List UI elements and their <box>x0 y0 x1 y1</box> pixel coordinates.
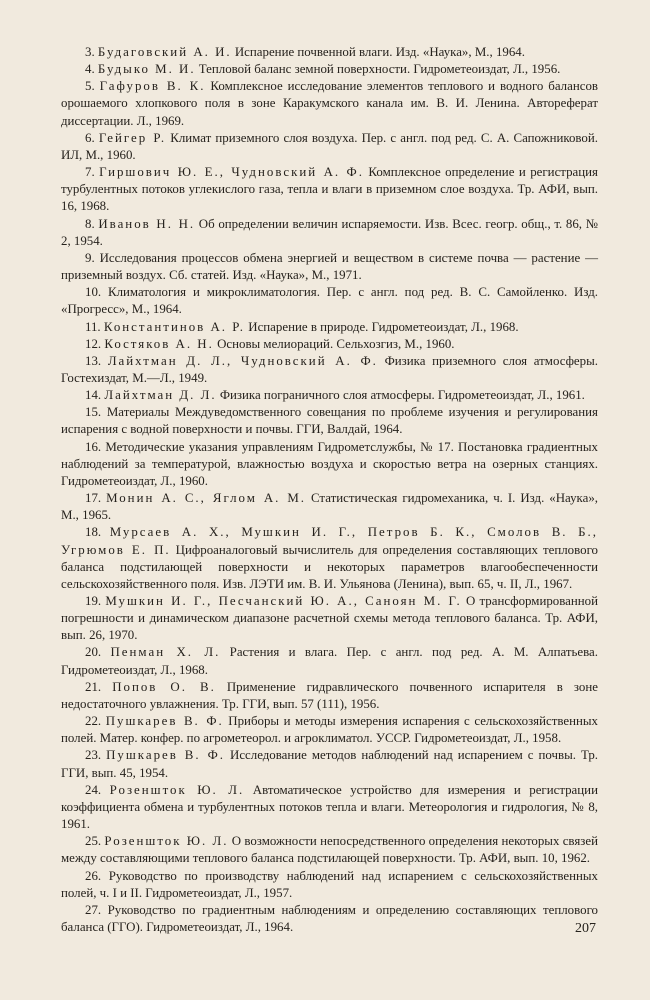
reference-entry <box>61 130 598 164</box>
reference-author: Иванов Н. Н. <box>98 216 196 231</box>
reference-entry <box>61 44 598 61</box>
reference-text: О трансформированной погрешности и динамическом диапазоне расчетной схемы метода теплового баланса. Тр. АФИ, вып. 26, 1970. <box>61 594 599 643</box>
reference-number: 17. <box>85 491 102 506</box>
reference-number: 26. <box>85 868 102 883</box>
reference-entry <box>61 250 598 284</box>
reference-number: 16. <box>85 439 102 454</box>
reference-text: Физика пограничного слоя атмосферы. Гидрометеоиздат, Л., 1961. <box>216 388 585 403</box>
reference-number: 10. <box>85 285 102 300</box>
reference-text: Комплексное определение и регистрация турбулентных потоков углекислого газа, тепла и влаги в приземном слое воздуха. Тр. АФИ, вып. 16, 1968. <box>61 165 598 214</box>
reference-entry <box>61 782 598 833</box>
reference-list <box>61 44 598 936</box>
reference-text: Автоматическое устройство для измерения и регистрации коэффициента обмена и турбулентных потоков тепла и влаги. Метеорология и гидрология, № 8, 1961. <box>61 782 598 832</box>
reference-entry <box>61 319 598 336</box>
reference-author: Будыко М. И. <box>97 62 196 77</box>
reference-entry <box>61 490 598 524</box>
reference-text: Материалы Междуведомственного совещания по проблеме изучения и регулирования испарения с водной поверхности и почвы. ГГИ, Валдай, 1964. <box>61 405 598 437</box>
reference-number: 13. <box>85 353 102 368</box>
reference-text: О возможности непосредственного определения некоторых связей между составляющими теплового баланса подстилающей поверхности. Тр. АФИ, вып. 10, 1962. <box>61 834 598 866</box>
reference-entry <box>61 747 598 781</box>
reference-author: Розеншток Ю. Л. <box>104 834 229 849</box>
reference-number: 5. <box>85 79 95 94</box>
reference-number: 3. <box>85 45 95 59</box>
reference-author: Костяков А. Н. <box>104 336 214 351</box>
reference-entry <box>61 833 598 867</box>
reference-entry <box>61 713 598 747</box>
reference-text: Руководство по производству наблюдений над испарением с сельскохозяйственных полей, ч. I и II. Гидрометеоиздат, Л., 1957. <box>61 868 598 900</box>
reference-entry <box>61 902 598 936</box>
reference-number: 15. <box>85 405 102 420</box>
reference-number: 19. <box>85 594 102 608</box>
reference-text: Испарение почвенной влаги. Изд. «Наука», М., 1964. <box>231 45 525 59</box>
reference-author: Пушкарев В. Ф. <box>105 714 224 729</box>
reference-number: 14. <box>85 388 102 403</box>
reference-number: 12. <box>85 336 102 351</box>
reference-entry <box>61 387 598 404</box>
reference-entry <box>61 61 598 78</box>
reference-entry <box>61 524 598 593</box>
reference-entry <box>61 439 598 490</box>
reference-entry <box>61 353 598 387</box>
reference-author: Гафуров В. К. <box>99 79 206 94</box>
reference-text: Статистическая гидромеханика, ч. I. Изд. «Наука», М., 1965. <box>61 491 598 523</box>
reference-author: Лайхтман Д. Л., Чудновский А. Ф. <box>107 353 378 368</box>
reference-text: Исследование методов наблюдений над испарением с почвы. Тр. ГГИ, вып. 45, 1954. <box>61 748 598 780</box>
reference-author: Монин А. С., Яглом А. М. <box>106 491 307 506</box>
reference-author: Лайхтман Д. Л. <box>104 388 217 403</box>
reference-number: 23. <box>85 748 102 763</box>
reference-entry <box>61 868 598 902</box>
reference-text: Тепловой баланс земной поверхности. Гидрометеоиздат, Л., 1956. <box>195 62 561 77</box>
reference-number: 7. <box>85 165 95 180</box>
reference-text: Методические указания управлениям Гидрометслужбы, № 17. Постановка градиентных наблюдений за температурой, влажностью воздуха и скоростью ветра на озерных станциях. Гидрометеоиздат, Л., 1960. <box>61 439 598 488</box>
reference-number: 4. <box>85 62 95 77</box>
reference-entry <box>61 336 598 353</box>
reference-entry <box>61 216 598 250</box>
reference-text: Физика приземного слоя атмосферы. Гостехиздат, М.—Л., 1949. <box>61 353 598 385</box>
reference-author: Гиршович Ю. Е., Чудновский А. Ф. <box>99 165 364 180</box>
reference-number: 27. <box>85 902 102 917</box>
reference-number: 9. <box>85 250 95 265</box>
reference-entry <box>61 644 598 678</box>
reference-text: Исследования процессов обмена энергией и веществом в системе почва — растение — приземный воздух. Сб. статей. Изд. «Наука», М., 1971. <box>61 250 598 283</box>
reference-author: Будаговский А. И. <box>97 45 232 59</box>
reference-entry <box>61 593 598 644</box>
reference-entry <box>61 679 598 713</box>
reference-number: 6. <box>85 130 95 145</box>
reference-number: 8. <box>85 216 95 231</box>
reference-author: Розеншток Ю. Л. <box>109 782 245 797</box>
reference-entry <box>61 284 598 318</box>
reference-text: Климат приземного слоя воздуха. Пер. с англ. под ред. С. А. Сапожниковой. ИЛ, М., 1960. <box>61 130 598 162</box>
reference-entry <box>61 164 598 215</box>
reference-text: Цифроаналоговый вычислитель для определения составляющих теплового баланса подстилающей поверхности и некоторых параметров влагообеспеченности сельскохозяйственного поля. Изв. ЛЭТИ им. В. И. Ульянова (Ленина), вып. 65, ч. II, Л., 1967. <box>61 542 598 591</box>
reference-number: 20. <box>85 645 102 660</box>
reference-entry <box>61 404 598 438</box>
reference-number: 18. <box>85 525 102 540</box>
reference-author: Пушкарев В. Ф. <box>106 748 226 763</box>
reference-text: Растения и влага. Пер. с англ. под ред. А. М. Алпатьева. Гидрометеоиздат, Л., 1968. <box>61 645 598 677</box>
reference-number: 25. <box>85 834 102 849</box>
reference-author: Мурсаев А. Х., Мушкин И. Г., Петров Б. К., Смолов В. Б., Угрюмов Е. П. <box>61 525 598 557</box>
reference-text: Комплексное исследование элементов теплового и водного балансов орошаемого хлопкового поля в зоне Каракумского канала им. В. И. Ленина. Автореферат диссертации. Л., 1969. <box>61 79 598 128</box>
reference-number: 11. <box>85 319 101 334</box>
reference-text: Основы мелиораций. Сельхозгиз, М., 1960. <box>213 336 455 351</box>
reference-number: 21. <box>85 679 102 694</box>
page-number: 207 <box>575 921 596 936</box>
reference-number: 22. <box>85 714 102 729</box>
reference-text: Испарение в природе. Гидрометеоиздат, Л., 1968. <box>245 319 519 334</box>
reference-text: Применение гидравлического почвенного испарителя в зоне недостаточного увлажнения. Тр. ГГИ, вып. 57 (111), 1956. <box>61 679 599 711</box>
reference-author: Мушкин И. Г., Песчанский Ю. А., Саноян М. Г. <box>105 594 462 608</box>
reference-text: Об определении величин испаряемости. Изв. Всес. геогр. общ., т. 86, № 2, 1954. <box>61 216 598 248</box>
reference-author: Попов О. В. <box>112 679 216 694</box>
reference-number: 24. <box>85 782 102 797</box>
reference-text: Руководство по градиентным наблюдениям и определению составляющих теплового баланса (ГГО). Гидрометеоиздат, Л., 1964. <box>61 902 598 934</box>
reference-author: Гейгер Р. <box>98 130 167 145</box>
reference-author: Пенман Х. Л. <box>110 645 221 660</box>
reference-entry <box>61 78 598 129</box>
reference-text: Климатология и микроклиматология. Пер. с англ. под ред. В. С. Самойленко. Изд. «Прогресс», М., 1964. <box>61 285 598 317</box>
reference-text: Приборы и методы измерения испарения с сельскохозяйственных полей. Матер. конфер. по агрометеорол. и агроклиматол. УССР. Гидрометеоиздат, Л., 1958. <box>61 714 599 746</box>
reference-author: Константинов А. Р. <box>103 319 246 334</box>
